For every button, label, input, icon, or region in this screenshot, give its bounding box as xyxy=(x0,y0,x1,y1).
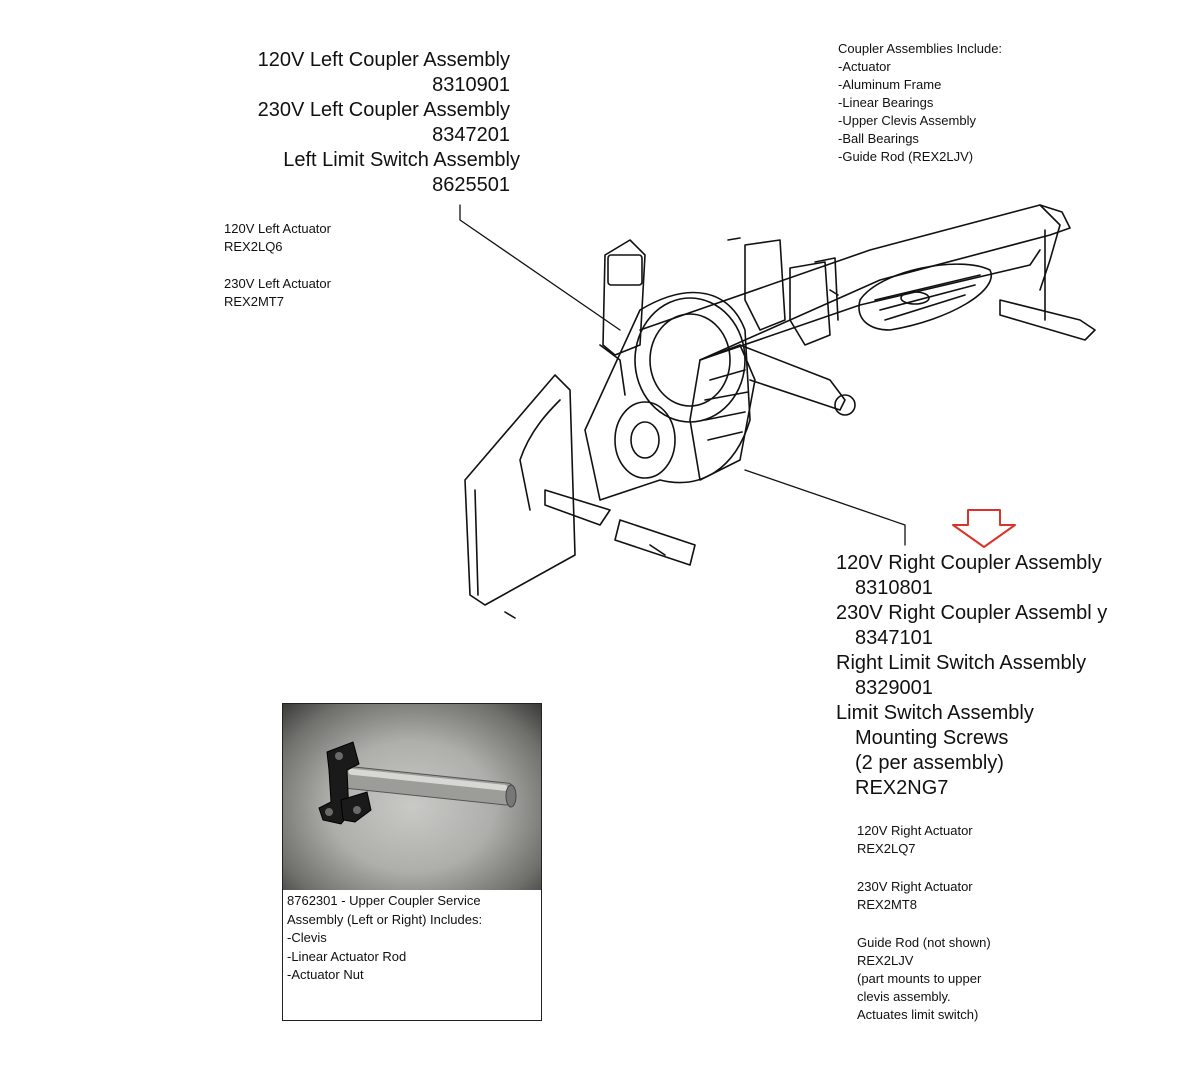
coupler-includes-item: -Upper Clevis Assembly xyxy=(838,113,976,128)
coupler-includes-heading: Coupler Assemblies Include: xyxy=(838,41,1003,56)
pedal xyxy=(859,264,991,330)
limit-switch-assembly: Limit Switch Assembly xyxy=(836,702,1034,724)
right-120v-actuator: 120V Right Actuator xyxy=(857,823,973,838)
coupler-includes-item: -Actuator xyxy=(838,59,891,74)
left-230v-actuator-part: REX2MT7 xyxy=(224,294,284,309)
coupler-includes-item: -Linear Bearings xyxy=(838,95,934,110)
coupler-includes-list xyxy=(838,40,1002,166)
service-assembly-panel xyxy=(282,703,542,1021)
coupler-includes-item: -Guide Rod (REX2LJV) xyxy=(838,149,974,164)
clevis-rod-image xyxy=(283,704,541,890)
guide-rod-label: Guide Rod (not shown) xyxy=(857,935,991,950)
service-assembly-title: 8762301 - Upper Coupler Service xyxy=(287,893,481,908)
guide-rod-note: (part mounts to upper xyxy=(857,971,982,986)
left-230v-actuator: 230V Left Actuator xyxy=(224,276,331,291)
mounting-screws: Mounting Screws xyxy=(855,727,1009,749)
left-120v-coupler: 120V Left Coupler Assembly xyxy=(257,49,510,71)
right-120v-coupler-part: 8310801 xyxy=(855,577,933,599)
right-120v-actuator-part: REX2LQ7 xyxy=(857,841,916,856)
leader-left xyxy=(460,205,620,330)
rail xyxy=(640,205,1070,360)
front-shroud xyxy=(465,375,575,605)
coupler-includes-item: -Ball Bearings xyxy=(838,131,919,146)
right-230v-coupler: 230V Right Coupler Assembl y xyxy=(836,602,1108,624)
mounting-screws-qty: (2 per assembly) xyxy=(855,752,1004,774)
service-assembly-photo xyxy=(283,704,541,890)
guide-rod-note: Actuates limit switch) xyxy=(857,1007,979,1022)
left-120v-coupler-part: 8310901 xyxy=(432,74,510,96)
left-limit-switch-part: 8625501 xyxy=(432,174,510,196)
guide-rod-note: clevis assembly. xyxy=(857,989,951,1004)
right-limit-switch: Right Limit Switch Assembly xyxy=(836,652,1087,674)
service-assembly-title-cont: Assembly (Left or Right) Includes: xyxy=(287,911,483,927)
right-230v-coupler-part: 8347101 xyxy=(855,627,933,649)
coupler-includes-item: -Aluminum Frame xyxy=(838,77,942,92)
right-230v-actuator-part: REX2MT8 xyxy=(857,897,917,912)
service-assembly-item: -Linear Actuator Rod xyxy=(287,948,407,964)
left-230v-coupler: 230V Left Coupler Assembly xyxy=(257,99,510,121)
right-limit-switch-part: 8329001 xyxy=(855,677,933,699)
left-120v-actuator-part: REX2LQ6 xyxy=(224,239,283,254)
right-120v-coupler: 120V Right Coupler Assembly xyxy=(836,552,1102,574)
left-120v-actuator: 120V Left Actuator xyxy=(224,221,331,236)
left-230v-coupler-part: 8347201 xyxy=(432,124,510,146)
left-assembly-labels xyxy=(200,48,520,198)
right-assembly-labels xyxy=(836,551,1107,801)
left-actuator-labels xyxy=(224,220,331,311)
service-assembly-caption xyxy=(287,892,482,985)
service-assembly-item: -Clevis xyxy=(287,930,327,945)
guide-rod-part: REX2LJV xyxy=(857,953,914,968)
mounting-screws-part: REX2NG7 xyxy=(855,777,949,799)
leader-right xyxy=(745,470,905,545)
right-actuator-labels xyxy=(857,822,991,1024)
red-arrow-icon xyxy=(953,510,1015,547)
service-assembly-item: -Actuator Nut xyxy=(287,967,364,982)
right-230v-actuator: 230V Right Actuator xyxy=(857,879,973,894)
left-limit-switch: Left Limit Switch Assembly xyxy=(283,149,520,171)
